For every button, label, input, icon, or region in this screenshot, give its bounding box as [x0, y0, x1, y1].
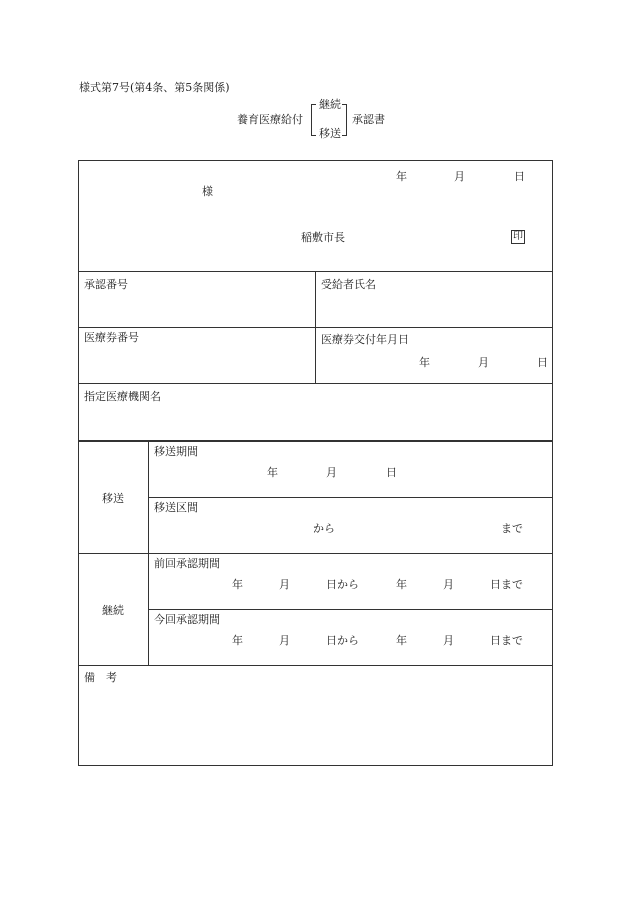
current-end-day: 日まで — [490, 634, 523, 647]
row-divider — [78, 383, 553, 384]
continuation-label: 継続 — [102, 604, 124, 617]
transfer-to: まで — [501, 522, 523, 535]
ticket-year: 年 — [419, 356, 430, 369]
previous-start-month: 月 — [279, 578, 290, 591]
form-number: 様式第7号(第4条、第5条関係) — [79, 81, 230, 94]
column-divider — [315, 271, 316, 383]
recipient-name-label: 受給者氏名 — [321, 278, 376, 291]
row-divider-thick — [78, 440, 553, 442]
remarks-label: 備 考 — [84, 671, 117, 684]
previous-end-day: 日まで — [490, 578, 523, 591]
transfer-period-month: 月 — [326, 466, 337, 479]
ticket-issue-date-label: 医療券交付年月日 — [321, 333, 409, 346]
date-year: 年 — [396, 170, 407, 183]
ticket-month: 月 — [478, 356, 489, 369]
title-option-continuation: 継続 — [319, 98, 341, 111]
title-suffix: 承認書 — [352, 113, 385, 126]
transfer-section-label: 移送区間 — [154, 501, 198, 514]
transfer-period-day: 日 — [386, 466, 397, 479]
row-divider — [78, 553, 553, 554]
previous-end-month: 月 — [443, 578, 454, 591]
ticket-day: 日 — [537, 356, 548, 369]
previous-end-year: 年 — [396, 578, 407, 591]
transfer-from: から — [313, 522, 335, 535]
title-bracket-left — [311, 104, 316, 136]
approval-number-label: 承認番号 — [84, 278, 128, 291]
date-month: 月 — [454, 170, 465, 183]
title-option-transfer: 移送 — [319, 127, 341, 140]
previous-start-day: 日から — [326, 578, 359, 591]
transfer-period-year: 年 — [267, 466, 278, 479]
transfer-label: 移送 — [102, 492, 124, 505]
current-end-year: 年 — [396, 634, 407, 647]
medical-ticket-number-label: 医療券番号 — [84, 331, 139, 344]
designated-institution-label: 指定医療機関名 — [84, 390, 161, 403]
seal-mark: 印 — [513, 231, 523, 242]
current-start-year: 年 — [232, 634, 243, 647]
issuer-name: 稲敷市長 — [301, 231, 345, 244]
addressee-suffix: 様 — [202, 185, 213, 198]
previous-period-label: 前回承認期間 — [154, 557, 220, 570]
title-bracket-right — [342, 104, 347, 136]
current-start-day: 日から — [326, 634, 359, 647]
previous-start-year: 年 — [232, 578, 243, 591]
title-prefix: 養育医療給付 — [237, 113, 303, 126]
row-divider — [148, 497, 553, 498]
date-day: 日 — [514, 170, 525, 183]
row-divider — [148, 609, 553, 610]
form-table — [78, 160, 553, 766]
current-start-month: 月 — [279, 634, 290, 647]
current-end-month: 月 — [443, 634, 454, 647]
transfer-period-label: 移送期間 — [154, 445, 198, 458]
current-period-label: 今回承認期間 — [154, 613, 220, 626]
row-divider — [78, 665, 553, 666]
column-divider — [148, 441, 149, 665]
